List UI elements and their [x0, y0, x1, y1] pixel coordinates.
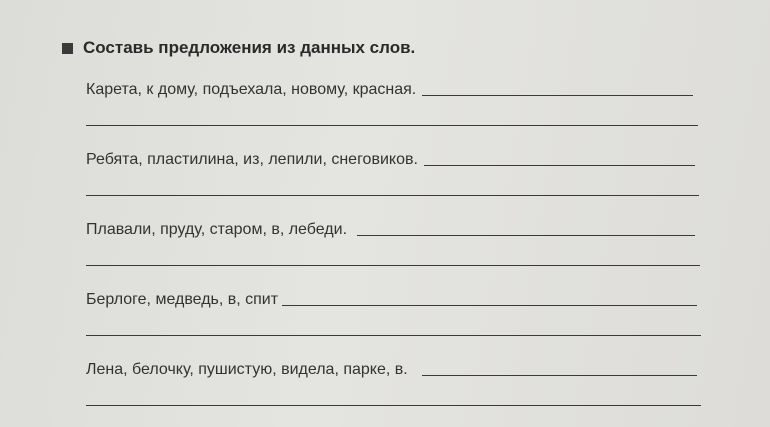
sentence-row [86, 287, 701, 309]
task-title: Составь предложения из данных слов. [83, 38, 416, 57]
exercise-item-3 [86, 217, 701, 287]
sentence-row [86, 217, 701, 239]
sentence-row [86, 147, 701, 169]
word-list: Плавали, пруду, старом, в, лебеди. [86, 221, 348, 238]
answer-line[interactable] [86, 125, 698, 126]
sentence-row [86, 357, 701, 379]
word-list: Берлоге, медведь, в, спит [86, 291, 279, 308]
answer-line-inline[interactable] [422, 375, 697, 376]
answer-line[interactable] [86, 335, 701, 336]
word-list: Ребята, пластилина, из, лепили, снеговиков. [86, 151, 418, 168]
answer-line-inline[interactable] [424, 165, 695, 166]
exercise-item-1 [86, 77, 701, 147]
answer-line[interactable] [86, 195, 699, 196]
word-list: Карета, к дому, подъехала, новому, красная. [86, 81, 417, 98]
answer-line[interactable] [86, 405, 701, 406]
task-heading [62, 38, 415, 58]
bullet-square-icon [62, 43, 73, 54]
sentence-row [86, 77, 701, 99]
answer-line-inline[interactable] [422, 95, 693, 96]
answer-line-inline[interactable] [357, 235, 695, 236]
exercise-item-5 [86, 357, 701, 427]
exercise-item-4 [86, 287, 701, 357]
word-list: Лена, белочку, пушистую, видела, парке, в. [86, 361, 408, 378]
exercise-item-2 [86, 147, 701, 217]
answer-line[interactable] [86, 265, 700, 266]
answer-line-inline[interactable] [282, 305, 697, 306]
